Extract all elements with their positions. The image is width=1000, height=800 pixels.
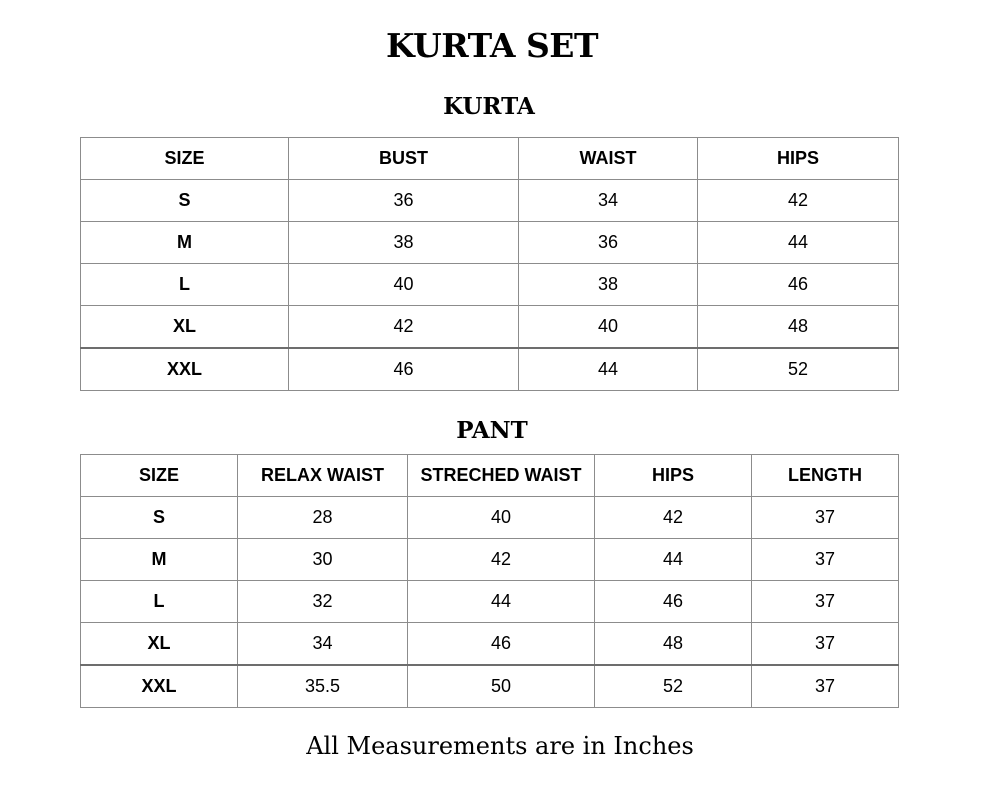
table-row (81, 348, 899, 391)
column-header-relax-waist: RELAX WAIST (238, 455, 408, 497)
relax-waist-cell: 30 (238, 539, 408, 581)
pant-section-title: PANT (456, 417, 528, 444)
hips-cell: 48 (698, 306, 899, 349)
hips-cell: 46 (595, 581, 752, 623)
hips-cell: 52 (595, 665, 752, 708)
waist-cell: 40 (519, 306, 698, 349)
length-cell: 37 (752, 539, 899, 581)
length-cell: 37 (752, 665, 899, 708)
size-cell: L (81, 581, 238, 623)
kurta-size-table (80, 137, 899, 391)
pant-size-table (80, 454, 899, 708)
hips-cell: 46 (698, 264, 899, 306)
table-row (81, 623, 899, 666)
hips-cell: 42 (595, 497, 752, 539)
column-header-streched-waist: STRECHED WAIST (408, 455, 595, 497)
page-title: KURTA SET (385, 26, 598, 65)
streched-waist-cell: 50 (408, 665, 595, 708)
bust-cell: 40 (289, 264, 519, 306)
table-header-row (81, 455, 899, 497)
table-header-row (81, 138, 899, 180)
table-row (81, 222, 899, 264)
column-header-size: SIZE (81, 455, 238, 497)
length-cell: 37 (752, 623, 899, 666)
relax-waist-cell: 28 (238, 497, 408, 539)
streched-waist-cell: 42 (408, 539, 595, 581)
table-row (81, 665, 899, 708)
hips-cell: 48 (595, 623, 752, 666)
column-header-bust: BUST (289, 138, 519, 180)
streched-waist-cell: 46 (408, 623, 595, 666)
bust-cell: 42 (289, 306, 519, 349)
column-header-hips: HIPS (595, 455, 752, 497)
size-cell: XXL (81, 348, 289, 391)
size-cell: XXL (81, 665, 238, 708)
size-cell: S (81, 180, 289, 222)
kurta-section-title: KURTA (443, 93, 535, 120)
relax-waist-cell: 35.5 (238, 665, 408, 708)
size-cell: XL (81, 306, 289, 349)
streched-waist-cell: 40 (408, 497, 595, 539)
hips-cell: 44 (698, 222, 899, 264)
measurement-unit-note: All Measurements are in Inches (306, 732, 694, 760)
size-cell: M (81, 222, 289, 264)
table-row (81, 180, 899, 222)
column-header-hips: HIPS (698, 138, 899, 180)
length-cell: 37 (752, 581, 899, 623)
column-header-waist: WAIST (519, 138, 698, 180)
size-cell: S (81, 497, 238, 539)
table-row (81, 306, 899, 349)
hips-cell: 42 (698, 180, 899, 222)
hips-cell: 52 (698, 348, 899, 391)
column-header-length: LENGTH (752, 455, 899, 497)
column-header-size: SIZE (81, 138, 289, 180)
waist-cell: 34 (519, 180, 698, 222)
table-row (81, 497, 899, 539)
size-cell: XL (81, 623, 238, 666)
length-cell: 37 (752, 497, 899, 539)
relax-waist-cell: 34 (238, 623, 408, 666)
relax-waist-cell: 32 (238, 581, 408, 623)
hips-cell: 44 (595, 539, 752, 581)
table-row (81, 581, 899, 623)
size-cell: L (81, 264, 289, 306)
bust-cell: 46 (289, 348, 519, 391)
waist-cell: 38 (519, 264, 698, 306)
bust-cell: 36 (289, 180, 519, 222)
waist-cell: 44 (519, 348, 698, 391)
table-row (81, 539, 899, 581)
size-cell: M (81, 539, 238, 581)
waist-cell: 36 (519, 222, 698, 264)
table-row (81, 264, 899, 306)
bust-cell: 38 (289, 222, 519, 264)
streched-waist-cell: 44 (408, 581, 595, 623)
